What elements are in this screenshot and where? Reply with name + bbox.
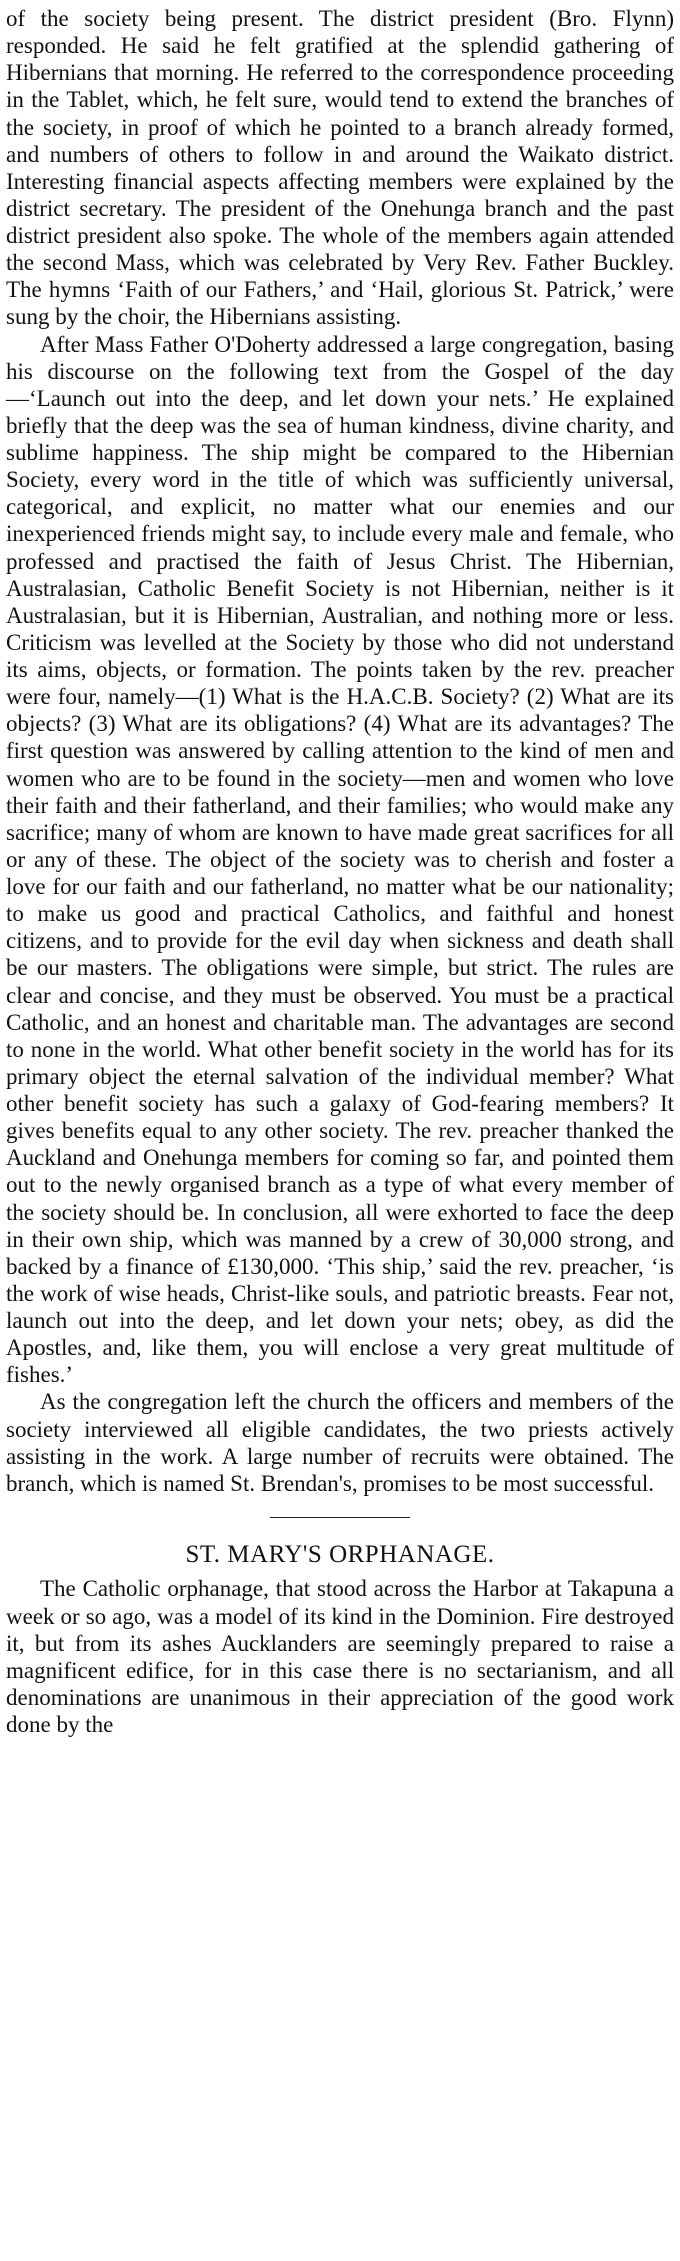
article-paragraph-3: As the congregation left the church the officers and members of the society interviewed all eligible candidates, the two priests actively assisting in the work. A large number of recruits were obtained. The branch, which is named St. Brendan's, promises to be most successful. (6, 1389, 674, 1496)
section-heading: ST. MARY'S ORPHANAGE. (185, 1540, 495, 1568)
section-paragraph: The Catholic orphanage, that stood across the Harbor at Takapuna a week or so ago, was a model of its kind in the Dominion. Fire destroyed it, but from its ashes Aucklanders are seemingly prepared to raise a magnificent edifice, for in this case there is no sectarianism, and all denominations are unanimous in their appreciation of the good work done by the (6, 1576, 674, 1737)
article-paragraph-1: of the society being present. The district president (Bro. Flynn) responded. He said he felt gratified at the splendid gathering of Hibernians that morning. He referred to the correspondence proceeding in the Tablet, which, he felt sure, would tend to extend the branches of the society, in proof of which he pointed to a branch already formed, and numbers of others to follow in and around the Waikato district. Interesting financial aspects affecting members were explained by the district secretary. The president of the Onehunga branch and the past district president also spoke. The whole of the members again attended the second Mass, which was celebrated by Very Rev. Father Buckley. The hymns ‘Faith of our Fathers,’ and ‘Hail, glorious St. Patrick,’ were sung by the choir, the Hibernians assisting. (6, 6, 674, 330)
article-paragraph-2: After Mass Father O'Doherty addressed a large congregation, basing his discourse on the following text from the Gospel of the day—‘Launch out into the deep, and let down your nets.’ He explained briefly that the deep was the sea of human kindness, divine charity, and sublime happiness. The ship might be compared to the Hibernian Society, every word in the title of which was sufficiently universal, categorical, and explicit, no matter what our enemies and our inexperienced friends might say, to include every male and female, who professed and practised the faith of Jesus Christ. The Hibernian, Australasian, Catholic Benefit Society is not Hibernian, neither is it Australasian, but it is Hibernian, Australian, and nothing more or less. Criticism was levelled at the Society by those who did not understand its aims, objects, or formation. The points taken by the rev. preacher were four, namely—(1) What is the H.A.C.B. Society? (2) What are its objects? (3) What are its obligations? (4) What are its advantages? The first question was answered by calling attention to the kind of men and women who are to be found in the society—men and women who love their faith and their fatherland, and their families; who would make any sacrifice; many of whom are known to have made great sacrifices for all or any of these. The object of the society was to cherish and foster a love for our faith and our fatherland, no matter what be our nationality; to make us good and practical Catholics, and faithful and honest citizens, and to provide for the evil day when sickness and death shall be our masters. The obligations were simple, but strict. The rules are clear and concise, and they must be observed. You must be a practical Catholic, and an honest and charitable man. The advantages are second to none in the world. What other benefit society in the world has for its primary object the eternal salvation of the individual member? What other benefit society has such a galaxy of God-fearing members? It gives benefits equal to any other society. The rev. preacher thanked the Auckland and Onehunga members for coming so far, and pointed them out to the newly organised branch as a type of what every member of the society should be. In conclusion, all were exhorted to face the deep in their own ship, which was manned by a crew of 30,000 strong, and backed by a finance of £130,000. ‘This ship,’ said the rev. preacher, ‘is the work of wise heads, Christ-like souls, and patriotic breasts. Fear not, launch out into the deep, and let down your nets; obey, as did the Apostles, and, like them, you will enclose a very great multitude of fishes.’ (6, 331, 674, 1388)
section-divider (270, 1517, 410, 1518)
